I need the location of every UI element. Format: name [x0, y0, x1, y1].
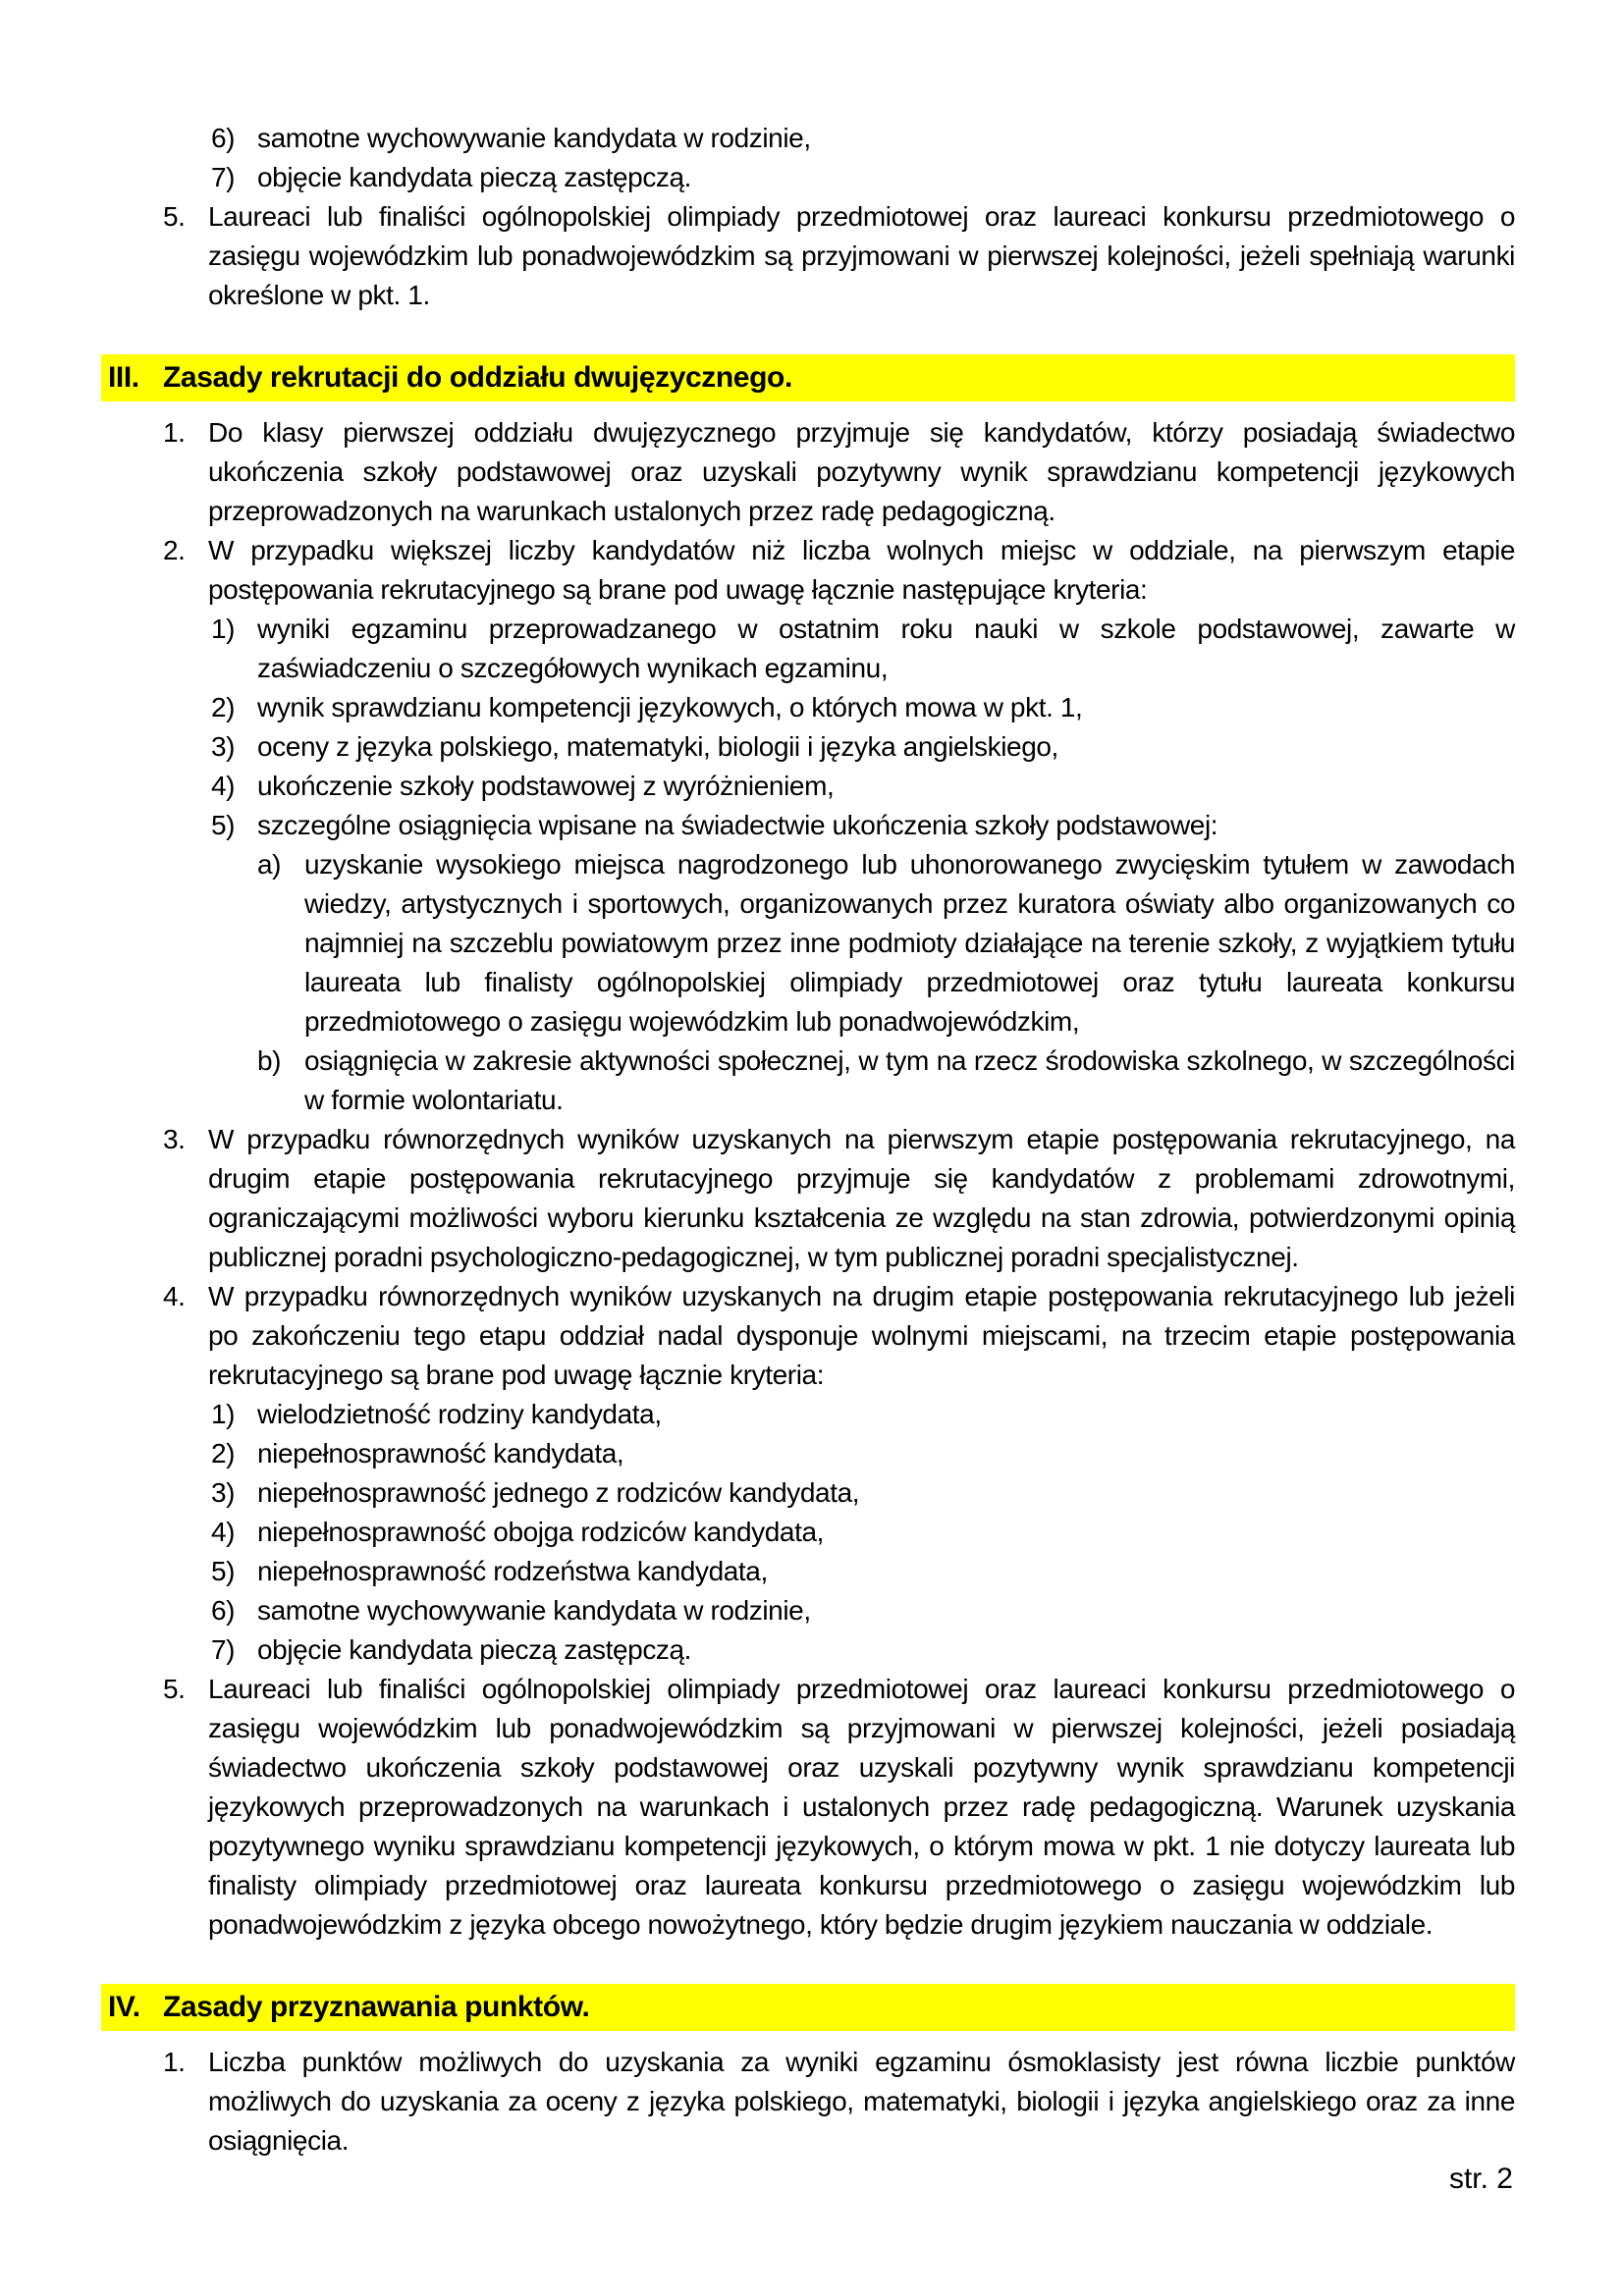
list-marker: 2): [211, 692, 236, 722]
list-item: [101, 197, 1515, 315]
list-item: [101, 531, 1515, 610]
list-text: niepełnosprawność obojga rodziców kandydata,: [257, 1517, 825, 1547]
page-number: str. 2: [1448, 2163, 1513, 2195]
list-item: [101, 610, 1515, 688]
list-marker: 1): [211, 1399, 236, 1429]
section-heading-iv: [101, 1984, 1515, 2031]
list-text: osiągnięcia w zakresie aktywności społecznej, w tym na rzecz środowiska szkolnego, w szczególności w formie wolontariatu.: [304, 1045, 1515, 1115]
list-text: Laureaci lub finaliści ogólnopolskiej olimpiady przedmiotowej oraz laureaci konkursu przedmiotowego o zasięgu wojewódzkim lub ponadwojewódzkim są przyjmowani w pierwszej kolejności, jeżeli spełniają warunki określone w pkt. 1.: [208, 201, 1515, 310]
list-marker: b): [257, 1045, 282, 1076]
list-item: [101, 1473, 1515, 1513]
list-marker: 1.: [163, 417, 186, 448]
list-marker: 7): [211, 1634, 236, 1665]
list-text: niepełnosprawność kandydata,: [257, 1438, 624, 1468]
list-text: wynik sprawdzianu kompetencji językowych, o których mowa w pkt. 1,: [257, 692, 1083, 722]
list-text: niepełnosprawność jednego z rodziców kandydata,: [257, 1477, 860, 1508]
list-marker: 2.: [163, 535, 186, 565]
list-marker: 3): [211, 731, 236, 762]
list-marker: 6): [211, 1595, 236, 1626]
list-text: Liczba punktów możliwych do uzyskania za wyniki egzaminu ósmoklasisty jest równa liczbie punktów możliwych do uzyskania za oceny z języka polskiego, matematyki, biologii i języka angielskiego oraz za inne osiągnięcia.: [208, 2047, 1515, 2156]
list-text: wyniki egzaminu przeprowadzanego w ostatnim roku nauki w szkole podstawowej, zawarte w zaświadczeniu o szczegółowych wynikach egzaminu,: [257, 614, 1515, 683]
list-item: [101, 1552, 1515, 1591]
heading-title: Zasady rekrutacji do oddziału dwujęzycznego.: [163, 361, 792, 394]
list-text: objęcie kandydata pieczą zastępczą.: [257, 1634, 692, 1665]
list-item: [101, 806, 1515, 845]
list-text: W przypadku większej liczby kandydatów niż liczba wolnych miejsc w oddziale, na pierwszym etapie postępowania rekrutacyjnego są brane pod uwagę łącznie następujące kryteria:: [208, 535, 1515, 605]
list-marker: 5): [211, 810, 236, 840]
list-marker: a): [257, 849, 282, 880]
list-item: [101, 1277, 1515, 1395]
list-marker: 7): [211, 162, 236, 192]
list-item: [101, 688, 1515, 727]
list-marker: 6): [211, 123, 236, 153]
list-text: uzyskanie wysokiego miejsca nagrodzonego lub uhonorowanego zwycięskim tytułem w zawodach wiedzy, artystycznych i sportowych, organizowanych przez kuratora oświaty albo organizowanych co najmniej na szczeblu powiatowym przez inne podmioty działające na terenie szkoły, z wyjątkiem tytułu laureata lub finalisty ogólnopolskiej olimpiady przedmiotowej oraz tytułu laureata konkursu przedmiotowego o zasięgu wojewódzkim lub ponadwojewódzkim,: [304, 849, 1515, 1037]
list-text: niepełnosprawność rodzeństwa kandydata,: [257, 1556, 768, 1586]
list-item: [101, 1395, 1515, 1434]
list-text: W przypadku równorzędnych wyników uzyskanych na pierwszym etapie postępowania rekrutacyjnego, na drugim etapie postępowania rekrutacyjnego przyjmuje się kandydatów z problemami zdrowotnymi, ograniczającymi możliwości wyboru kierunku kształcenia ze względu na stan zdrowia, potwierdzonymi opinią publicznej poradni psychologiczno-pedagogicznej, w tym publicznej poradni specjalistycznej.: [208, 1124, 1515, 1272]
list-text: samotne wychowywanie kandydata w rodzinie,: [257, 1595, 811, 1626]
list-marker: 3): [211, 1477, 236, 1508]
heading-numeral: IV.: [108, 1991, 140, 2023]
list-item: [101, 727, 1515, 767]
list-item: [101, 1630, 1515, 1670]
document-content: [101, 119, 1515, 2161]
list-text: szczególne osiągnięcia wpisane na świadectwie ukończenia szkoły podstawowej:: [257, 810, 1218, 840]
list-marker: 5.: [163, 201, 186, 232]
list-marker: 3.: [163, 1124, 186, 1154]
list-item: [101, 1513, 1515, 1552]
list-marker: 1): [211, 614, 236, 644]
list-item: [101, 1120, 1515, 1277]
list-text: samotne wychowywanie kandydata w rodzinie,: [257, 123, 811, 153]
list-item: [101, 1434, 1515, 1473]
list-item: [101, 767, 1515, 806]
section-heading-iii: [101, 354, 1515, 401]
list-item: [101, 845, 1515, 1041]
list-item: [101, 1670, 1515, 1945]
list-item: [101, 2043, 1515, 2161]
list-text: oceny z języka polskiego, matematyki, biologii i języka angielskiego,: [257, 731, 1058, 762]
heading-title: Zasady przyznawania punktów.: [163, 1991, 590, 2023]
list-marker: 2): [211, 1438, 236, 1468]
list-text: ukończenie szkoły podstawowej z wyróżnieniem,: [257, 771, 835, 801]
list-marker: 4): [211, 1517, 236, 1547]
list-item: [101, 158, 1515, 197]
list-text: W przypadku równorzędnych wyników uzyskanych na drugim etapie postępowania rekrutacyjnego lub jeżeli po zakończeniu tego etapu oddział nadal dysponuje wolnymi miejscami, na trzecim etapie postępowania rekrutacyjnego są brane pod uwagę łącznie kryteria:: [208, 1281, 1515, 1390]
list-item: [101, 1041, 1515, 1120]
list-item: [101, 119, 1515, 158]
heading-numeral: III.: [108, 361, 139, 394]
list-marker: 5.: [163, 1674, 186, 1704]
list-text: Do klasy pierwszej oddziału dwujęzycznego przyjmuje się kandydatów, którzy posiadają świadectwo ukończenia szkoły podstawowej oraz uzyskali pozytywny wynik sprawdzianu kompetencji językowych przeprowadzonych na warunkach ustalonych przez radę pedagogiczną.: [208, 417, 1515, 526]
list-text: objęcie kandydata pieczą zastępczą.: [257, 162, 692, 192]
list-text: wielodzietność rodziny kandydata,: [257, 1399, 662, 1429]
list-item: [101, 413, 1515, 531]
list-text: Laureaci lub finaliści ogólnopolskiej olimpiady przedmiotowej oraz laureaci konkursu przedmiotowego o zasięgu wojewódzkim lub ponadwojewódzkim są przyjmowani w pierwszej kolejności, jeżeli posiadają świadectwo ukończenia szkoły podstawowej oraz uzyskali pozytywny wynik sprawdzianu kompetencji językowych przeprowadzonych na warunkach i ustalonych przez radę pedagogiczną. Warunek uzyskania pozytywnego wyniku sprawdzianu kompetencji językowych, o którym mowa w pkt. 1 nie dotyczy laureata lub finalisty olimpiady przedmiotowej oraz laureata konkursu przedmiotowego o zasięgu wojewódzkim lub ponadwojewódzkim z języka obcego nowożytnego, który będzie drugim językiem nauczania w oddziale.: [208, 1674, 1515, 1940]
list-marker: 5): [211, 1556, 236, 1586]
list-marker: 4): [211, 771, 236, 801]
list-marker: 1.: [163, 2047, 186, 2077]
list-item: [101, 1591, 1515, 1630]
list-marker: 4.: [163, 1281, 186, 1311]
